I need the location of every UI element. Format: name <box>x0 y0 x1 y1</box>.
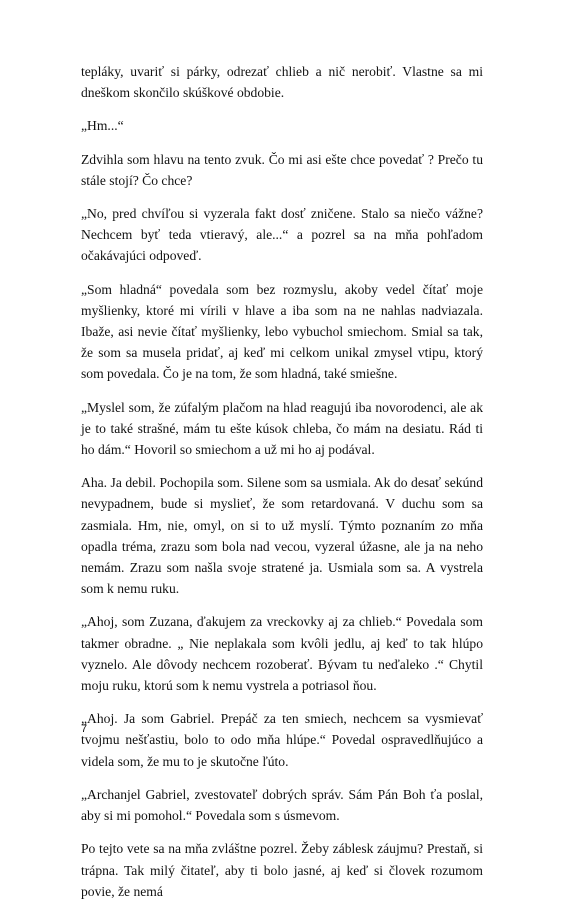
paragraph-11: Po tejto vete sa na mňa zvláštne pozrel. Žeby záblesk záujmu? Prestaň, si trápna. Tak milý čitateľ, aby ti bolo jasné, aj keď si človek rozumom povie, že nemá <box>81 841 483 899</box>
paragraph-10: „Archanjel Gabriel, zvestovateľ dobrých správ. Sám Pán Boh ťa poslal, aby si mi pomohol.“ Povedala som s úsmevom. <box>81 786 483 824</box>
paragraph-6: „Myslel som, že zúfalým plačom na hlad reagujú iba novorodenci, ale ak je to také strašné, mám tu ešte kúsok chleba, čo mám na desiatu. Rád ti ho dám.“ Hovoril so smiechom a už mi ho aj podával. <box>81 399 483 458</box>
paragraph-4: „No, pred chvíľou si vyzerala fakt dosť zničene. Stalo sa niečo vážne? Nechcem byť teda vtieravý, ale...“ a pozrel sa na mňa pohľadom očakávajúci odpoveď. <box>81 206 483 264</box>
paragraph-3: Zdvihla som hlavu na tento zvuk. Čo mi asi ešte chce povedať ? Prečo tu stále stojí? Čo chce? <box>81 151 483 188</box>
paragraph-1: tepláky, uvariť si párky, odrezať chlieb a nič nerobiť. Vlastne sa mi dneškom skončilo skúškové obdobie. <box>81 64 483 101</box>
paragraph-8: „Ahoj, som Zuzana, ďakujem za vreckovky aj za chlieb.“ Povedala som takmer obradne. „ Nie neplakala som kvôli jedlu, aj keď to tak hlúpo vyznelo. Ale dôvody nechcem rozoberať. Bývam tu neďaleko .“ Chytil moju ruku, ktorú som k nemu vystrela a potriasol ňou. <box>81 614 483 694</box>
page-number: 7 <box>81 723 88 735</box>
body-text <box>81 61 483 914</box>
paragraph-7: Aha. Ja debil. Pochopila som. Silene som sa usmiala. Ak do desať sekúnd nevypadnem, bude si myslieť, že som retardovaná. V duchu som sa zasmiala. Hm, nie, omyl, on si to už myslí. Týmto poznaním zo mňa opadla tréma, zrazu som bola nad vecou, vyzeral úžasne, ale ja na neho nemám. Zrazu som našla svoje stratené ja. Usmiala som sa. A vystrela som k nemu ruku. <box>81 475 483 597</box>
paragraph-2: „Hm...“ <box>81 118 124 134</box>
paragraph-9: „Ahoj. Ja som Gabriel. Prepáč za ten smiech, nechcem sa vysmievať tvojmu nešťastiu, bolo to odo mňa hlúpe.“ Povedal ospravedlňujúco a videla som, že mu to je skutočne ľúto. <box>81 711 483 769</box>
paragraph-5: „Som hladná“ povedala som bez rozmyslu, akoby vedel čítať moje myšlienky, ktoré mi vírili v hlave a iba som na ne nahlas nadviazala. Ibaže, asi nevie čítať myšlienky, lebo vybuchol smiechom. Smial sa tak, že som sa musela pridať, aj keď mi celkom unikal zmysel vtipu, ktorý som povedala. Čo je na tom, že som hladná, také smiešne. <box>81 281 483 382</box>
